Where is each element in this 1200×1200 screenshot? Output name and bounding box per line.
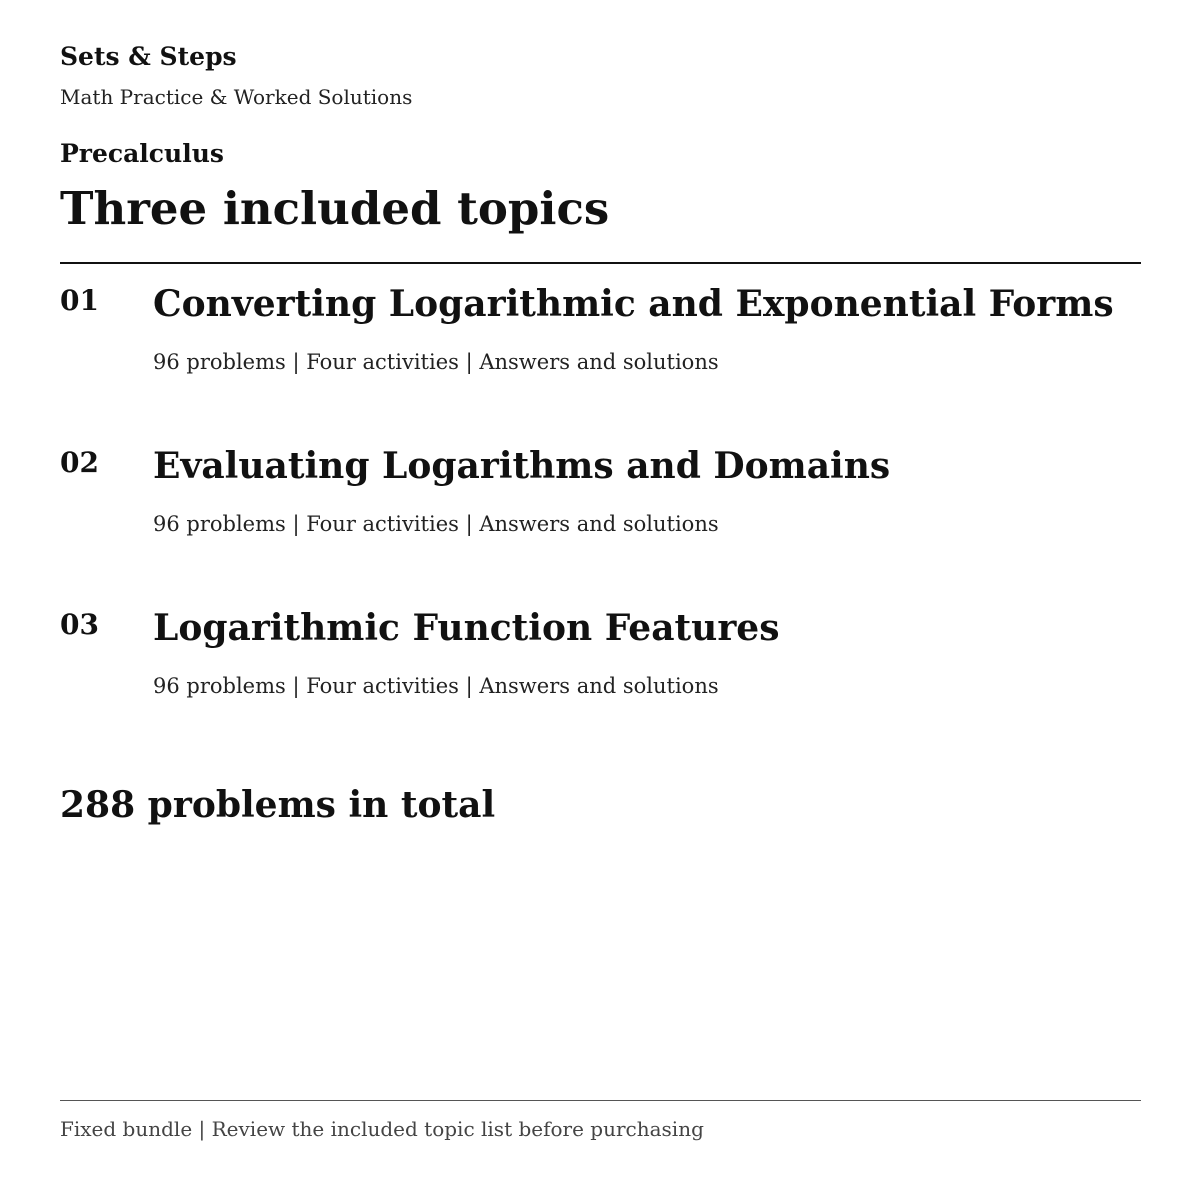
- topic-item: [60, 608, 1141, 738]
- topic-item: [60, 284, 1141, 414]
- topic-meta: 96 problems | Four activities | Answers and solutions: [153, 512, 719, 536]
- bundle-page: [60, 0, 1141, 1200]
- bottom-divider: [60, 1100, 1141, 1101]
- topic-meta: 96 problems | Four activities | Answers and solutions: [153, 674, 719, 698]
- topic-meta: 96 problems | Four activities | Answers and solutions: [153, 350, 719, 374]
- total-problems: 288 problems in total: [60, 784, 496, 826]
- topic-title: Converting Logarithmic and Exponential Forms: [153, 283, 1114, 325]
- brand-name: Sets & Steps: [60, 42, 237, 71]
- topic-item: [60, 446, 1141, 576]
- top-divider: [60, 262, 1141, 264]
- footer-note: Fixed bundle | Review the included topic list before purchasing: [60, 1117, 704, 1141]
- brand-tagline: Math Practice & Worked Solutions: [60, 85, 413, 109]
- subject-label: Precalculus: [60, 139, 224, 168]
- topic-number: 01: [60, 284, 99, 317]
- topic-number: 03: [60, 608, 99, 641]
- topic-number: 02: [60, 446, 99, 479]
- page-title: Three included topics: [60, 182, 610, 235]
- topic-title: Evaluating Logarithms and Domains: [153, 445, 891, 487]
- topic-title: Logarithmic Function Features: [153, 607, 780, 649]
